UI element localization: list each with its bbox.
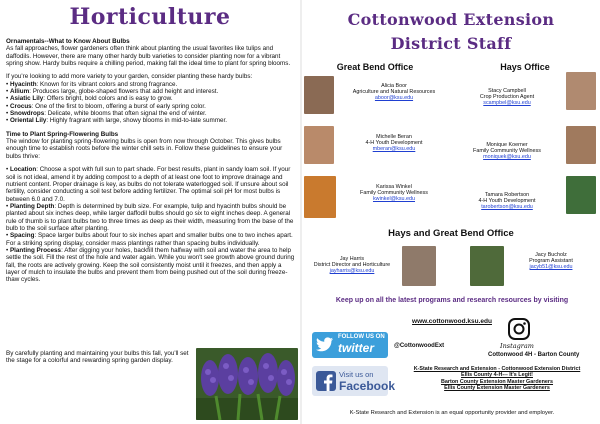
facebook-button[interactable] [312,366,396,396]
email-link[interactable]: scampbel@ksu.edu [483,100,531,107]
avatar [304,76,334,114]
list-item: • Allium: Produces large, globe-shaped flowers that add height and interest. [6,88,219,96]
staff-column [302,0,600,424]
avatar [566,126,596,164]
keep-up-text: Keep up on all the latest programs and research resources by visiting [335,297,569,304]
facebook-line2: Facebook [339,379,396,393]
staff-card: Tamara Robertson 4-H Youth Development tarobertson@ksu.edu [452,192,562,211]
email-link[interactable]: jacyb51@ksu.edu [529,264,573,271]
email-link[interactable]: moniquek@ksu.edu [483,154,531,161]
hays-great-bend-office-heading: Hays and Great Bend Office [388,228,514,239]
facebook-link[interactable]: K-State Research and Extension - Cottonwood Extension District [413,366,581,372]
email-link[interactable]: kwinkel@ksu.edu [372,196,416,203]
hyacinth-photo [196,348,298,420]
avatar [470,246,504,286]
instagram-account[interactable]: Cottonwood 4H - Barton County [488,352,580,358]
list-item: • Hyacinth: Known for its vibrant colors and strong fragrance. [6,80,178,88]
avatar [304,176,336,218]
instagram-word: Instagram [500,342,534,350]
staff-card: Stacy Campbell Crop Production Agent scampbel@ksu.edu [452,88,562,107]
equal-opportunity-statement: K-State Research and Extension is an equal opportunity provider and employer. [349,410,555,416]
facebook-line1: Visit us on [339,370,374,379]
great-bend-office-heading: Great Bend Office [336,62,414,72]
hays-office-heading: Hays Office [500,62,550,72]
staff-card: Jay Harris District Director and Horticulture jayharris@ksu.edu [304,256,400,275]
facebook-link[interactable]: Ellis County Extension Master Gardeners [444,385,550,392]
instagram-icon[interactable] [508,318,530,340]
list-item: • Location: Choose a spot with full sun to part shade. For best results, plant in sandy loam soil. If your soil is not ideal, amend it by adding compost to a depth of at least one foot to improve drainage and nutrient content. Proper drainage is key, as bulbs do not tolerate waterlogged soil. If unsure about soil fertility, consider conducting a soil test before adding fertilizer. The optimal soil pH for most bulbs is between 6.0 and 7.0. [6,166,291,203]
bulb-list [6,81,296,125]
facebook-links [396,366,598,392]
twitter-line1: FOLLOW US ON [338,334,385,340]
section-intro-planting: The window for planting spring-flowering bulbs is open from now through October. This gives bulbs enough time to establish roots before the winter chill sets in. Follow these guidelines to ensure your bulbs thrive: [6,138,283,160]
list-item: • Spacing: Space larger bulbs about four to six inches apart and smaller bulbs one to two inches apart. For a striking spring display, consider mass plantings rather than spacing bulbs individually. [6,232,293,247]
list-item: • Asiatic Lily: Offers bright, bold colors and is easy to grow. [6,95,173,103]
section-heading-planting: Time to Plant Spring-Flowering Bulbs [6,130,119,138]
staff-card: Jacy Bucholz Program Assistant jacyb51@ksu.edu [504,252,598,271]
facebook-icon [316,371,336,391]
twitter-bird-icon [316,337,334,353]
bulbs-lead: If you're looking to add more variety to your garden, consider planting these hardy bulbs: [6,73,253,81]
staff-card: Monique Koerner Family Community Wellness moniquek@ksu.edu [452,142,562,161]
email-link[interactable]: aboor@ksu.edu [374,95,414,102]
horticulture-article [6,38,296,284]
twitter-button[interactable] [312,332,388,358]
email-link[interactable]: jayharris@ksu.edu [329,268,375,275]
twitter-line2: twitter [338,341,374,355]
avatar [566,72,596,110]
staff-card: Karissa Winkel Family Community Wellness kwinkel@ksu.edu [336,184,452,203]
horticulture-title: Horticulture [69,4,231,30]
staff-title-line1: Cottonwood Extension [347,10,555,29]
list-item: • Oriental Lily: Highly fragrant with large, showy blooms in mid-to-late summer. [6,117,227,125]
staff-title [302,8,600,56]
staff-title-line2: District Staff [390,34,512,53]
avatar [566,176,596,214]
list-item: • Crocus: One of the first to bloom, offering a burst of early spring color. [6,102,206,110]
list-item: • Planting Depth: Depth is determined by bulb size. For example, tulip and hyacinth bulbs should be planted about six inches deep, while larger daffodil bulbs should go six to eight inches deep. A general rule of thumb is to plant bulbs two to three times as deep as their width, measuring from the base of the bulb to the soil surface after planting. [6,202,294,232]
closing-paragraph: By carefully planting and maintaining your bulbs this fall, you'll set the stage for a colorful and rewarding spring garden display. [6,350,189,365]
list-item: • Snowdrops: Delicate, white blooms that often signal the end of winter. [6,110,207,118]
email-link[interactable]: tarobertson@ksu.edu [481,204,533,211]
staff-card: Alicia Boor Agriculture and Natural Resources aboor@ksu.edu [336,83,452,102]
avatar [402,246,436,286]
tips-list [6,166,296,284]
facebook-link[interactable]: Barton County Extension Master Gardeners [440,378,554,385]
section-intro-bulbs: As fall approaches, flower gardeners often think about planting the usual favorites like tulips and daffodils. However, there are many other hardy bulb varieties to consider planting now for a vibrant spring show. Hardy bulbs require a chilling period, making fall the ideal time to plant for spring blooms. [6,45,291,68]
avatar [304,126,334,164]
staff-card: Michelle Beran 4-H Youth Development mberan@ksu.edu [336,134,452,153]
twitter-handle[interactable]: @CottonwoodExt [394,343,445,349]
section-heading-bulbs: Ornamentals--What to Know About Bulbs [6,38,130,45]
email-link[interactable]: mberan@ksu.edu [372,146,416,153]
list-item: • Planting Process: After digging your holes, backfill them halfway with soil and water the area to help settle the soil. Fill the rest of the hole and water again. While you won't see growth above ground during fall, the roots are actively growing. Keep the soil consistently moist until it freezes, and then apply a layer of mulch to insulate the bulbs and prevent them from being pushed out of the soil during freeze-thaw cycles. [6,246,295,284]
facebook-link[interactable]: Ellis County 4-H--- It's Legit! [461,372,533,379]
website-link[interactable]: www.cottonwood.ksu.edu [412,318,492,325]
